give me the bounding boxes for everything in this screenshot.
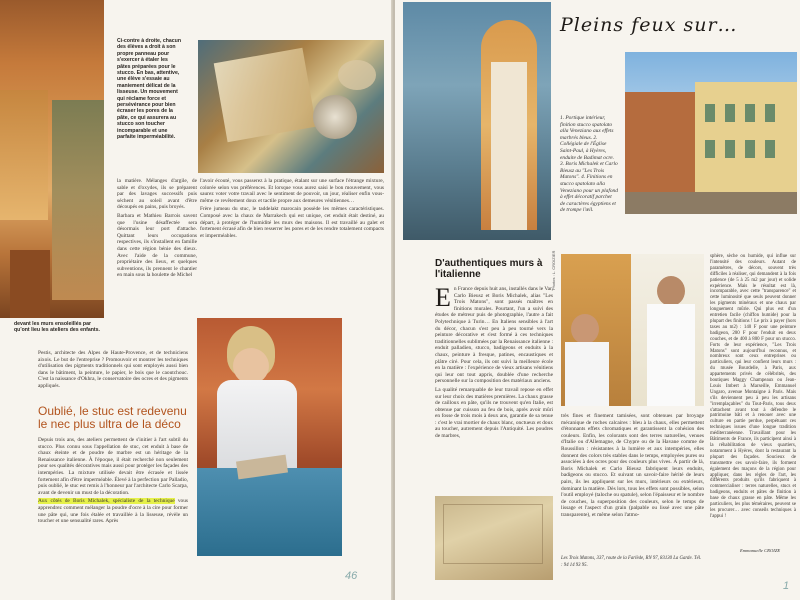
section-body-para2 <box>38 498 188 524</box>
left-col1-para1: la matière. Mélanges d'argile, de sable et d'oxydes, ils se préparent par des lavages successifs puis séchent au soleil avant d'être découpés en pains, puis broyés. <box>117 178 197 211</box>
author-signature: Emmanuelle CROIZE <box>740 548 781 553</box>
photo-credit: Photos : L. CROIZIER <box>551 250 556 290</box>
article-heading: D'authentiques murs à l'italienne <box>435 258 543 280</box>
left-col1-text <box>117 178 197 281</box>
marbled-portico-photo <box>403 2 551 240</box>
left-col2-text <box>200 178 384 241</box>
right-page-number: 1 <box>783 580 790 592</box>
left-col2-para1: l'avoir écouté, vous passerez à la pratique, étalant sur une surface l'étrange mixture, colorée selon vos préférences. Et lorsque vous aurez saisi le bon mouvement, vous saurez voter votre travail avec le sentiment de pouvoir, un jour, réaliser enfin vous-même ce revêtement doux et tactile propre aux demeures vénitiennes… <box>200 178 384 204</box>
artisans-photo <box>561 254 704 406</box>
article-col1-para1-text: n France depuis huit ans, installés dans le Var, Carlo Bieusz et Boris Michalek, alias "Les Trois Matons", sont passés maîtres en finitions murales. Pourtant, l'un a suivi des études de métreur puis de photographie, l'autre a fait Polytechnique à Turin… En Italiens sensibles à l'art du décor, chacun s'est peu à peu tourné vers la peinture décorative et s'est formé à ces techniques traditionnelles sublimées par la Renaissance italienne : enduit palladien, stucco, badigeons et enduits à la chaux, peinture à fresque, patines, encaustiques et plâtre ciré. Pour cela, ils ont suivi la meilleure école en la matière : l'expérience de vieux artisans vénitiens qui leur ont tout appris, doublée d'une recherche personnelle sur la composition des matériaux anciens. <box>435 286 553 385</box>
left-page <box>0 0 393 600</box>
ochre-wall-photo <box>0 0 104 318</box>
photo-caption-top: Ci-contre à droite, chacun des élèves a droit à son propre panneau pour s'exercer à étaler les pâtes préparées pour le stucco. En bas, attentive, une élève s'essaie au maniement délicat de la lisseuse. Un mouvement qui réclame force et persévérance pour bien écraser les pores de la pâte, ce qui assurera au stucco son toucher incomparable et une parfaite imperméabilité. <box>117 38 181 141</box>
article-col2: très fines et finement tamisées, sont obtenues par broyage mécanique de roches calcaires : bleu à la chaux, elles permettent d'étonnants effets chromatiques et garantissent la cohésion des couleurs. Enfin, les colorants sont des terres naturelles, venues d'Italie ou d'Allemagne, de Chypre ou de la Havane comme de Roussillon : résistantes à la lumière et aux intempéries, elles donnent des colors très stables dans le temps, employées pures ou associées à des ocres pour des couleurs plus vives. À partir de là, Boris Michalek et Carlo Bieusz fabriquent leurs enduits, badigeons ou stucco. Et suivant un savoir-faire hérité de leurs pairs, ils les appliquent sur les murs, intérieurs ou extérieurs, dominant la matière. Dès lors, tous les effets sont possibles, selon l'outil employé (taloche ou spatule), selon l'épaisseur et le nombre de couches, la superposition des couleurs, selon le temps de lissage et l'aspect d'un grain (palpable ou lissé avec une pâte transparente), et même selon l'atmo- <box>561 413 704 518</box>
drop-cap: E <box>435 283 451 312</box>
photo-caption-bottom: devant les murs ensoleillés par qu'ont lieu les ateliers des enfants. <box>14 321 100 334</box>
right-page <box>395 0 800 600</box>
stucco-ceiling-photo <box>435 496 553 580</box>
left-col1-para2: Barbara et Mathieu Barrois savent que l'usine désaffectée sera désormais leur port d'attache. Quittant leurs occupations respectives, ils s'installent en famille dans cette région bénie des dieux. Avec l'aide de la commune, propriétaire des lieux, et quelques subventions, ils prennent le chantier en main sous la houlette de Michel <box>117 212 197 279</box>
article-col3: sphère, sèche ou humide, qui influe sur l'intensité des couleurs. Autant de paramètres, de décors, souvent très difficiles à réaliser, qui demandent à la fois patience (de 5 à 25 m2 par jour) et solide expérience. Mais le résultat est là, incomparable, avec cette "transparence" et cette luminosité que seuls peuvent donner les pigments minéraux et une chaux par longuement mûrie. Qui plus est d'un entretien facile (chiffon humide) pour la plupart des finitions ! Le prix à payer (hors taxes au m2) : 140 F pour une peinture badigeon, 200 F pour l'enduit en deux couches, et de 400 à 800 F pour un stucco. Forts de leur expérience, "Les Trois Matons" sont aujourd'hui reconnus, et nombreux sont ceux entreprises ou particuliers, qui leur confient leurs murs : du musée Bourdelle, à Paris, aux appartements privés de célébrités, des boutiques Maggy Champeaux ou Jean-Louis Imbert à Marseille, Emmanuel Ungaro, avenue Montaigne à Paris. Mais s'ils deviennent peu à peu les artisans "irremplaçables" du Tout-Paris, tous deux s'attachent avant tout à défendre le patrimoine bâti et à renouer avec une culture en partie perdue, perpétuant ces techniques issues d'une longue tradition méditerranéenne. Travaillant pour les Bâtiments de France, ils participent ainsi à la réhabilitation de vieux quartiers, notamment à Hyères, dont la restaurant la plupart des façades. Soucieux de transmettre ces savoir-faire, ils forment également des maçons de la région pour appliquer, dans les règles de l'art, les différents produits qu'ils fabriquent à commercialiser : terres naturelles, stucs et badigeons, enduits et pâtes de finition à base de chaux grasse en pâte. Même les particuliers, les plus téméraires, peuvent se les procurer… avec conseils techniques à l'appui ! <box>710 254 796 519</box>
article-col1-para1 <box>435 283 553 385</box>
left-col2-para2: Frère jumeau du stuc, le taddelakt marocain possède les mêmes caractéristiques. Composé avec la chaux de Marrakech qui est unique, cet enduit était destiné, au départ, à protéger de l'humidité les murs des maisons. Il est travaillé au galet et fortement écrasé afin de bien resserrer les pores et de les rendre totalement compacts et imperméables. <box>200 206 384 239</box>
highlighted-text: Aux côtés de Boris Michalek, spécialiste de la technique <box>38 498 175 505</box>
photo-captions-list: 1. Portique intérieur, finition stucco spatolato alla Veneziano aux effets marbrés bleus. 2. Collégiale de l'Église Saint-Paul, à Hyères, enduite de Badimat ocre. 3. Boris Michalek et Carlo Bieusz au "Les Trois Matons". 4. Finitions en stucco spatolato alla Veneziano pour un plafond à effet décoratif parchet de caractères égyptiens et de trompe l'œil. <box>560 115 618 214</box>
section-body <box>38 437 188 527</box>
left-page-number: 46 <box>345 570 358 582</box>
section-body-para2-rest: vous apprendrez comment mélanger la poudre d'ocre à la cire pour former une pâte qui, une fois étalée et travaillée à la lisseuse, révèle un toucher et une sensualité rares. Après <box>38 498 188 525</box>
left-continuation-text: Pestis, architecte des Alpes de Haute-Provence, et de techniciens aixois. Le but de l'entreprise ? Promouvoir et montrer les techniques d'utilisation des pigments traditionnels qui sont employés aussi bien dans le bâtiment, la peinture, le papier, le bois que le caoutchouc. C'est la naissance d'Okhra, le conservatoire des ocres et des pigments appliqués. <box>38 350 188 389</box>
student-stucco-photo <box>197 318 342 556</box>
section-body-para1: Depuis trois ans, des ateliers permettent de s'initier à l'art subtil du stucco. Plus connu sous l'appellation de stuc, cet enduit à base de chaux éteinte et de poudre de marbre est un héritage de la Renaissance italienne. À l'époque, il était recherché non seulement pour ses qualités décoratives mais aussi pour protéger les façades des intempéries. La mixture utilisée devait être écrasée et lissée fortement afin d'être imperméable. Élevé à la perfection par Palladio, puis oublié, le stuc est remis à l'honneur par l'architecte Carlo Scarpa, avant de devenir un must de la décoration. <box>38 437 188 496</box>
section-heading: Oublié, le stuc est redevenu le nec plus ultra de la déco <box>38 404 187 431</box>
article-col1 <box>435 283 553 442</box>
address-line: Les Trois Matons, 337, route de la Farlède, RN 97, 83130 La Garde. Tél. : 94 14 93 95. <box>561 556 702 568</box>
building-facade-photo <box>625 52 797 214</box>
rubric-title: Pleins feux sur… <box>560 14 738 36</box>
pigment-palette-photo <box>198 40 384 173</box>
article-col1-para2: La qualité remarquable de leur travail repose en effet sur leur choix des matières premières. La chaux grasse de cailloux en pâte, qu'ils ne trouvent qu'en Italie, est obtenue par cuisson au feu de bois, après avoir mûri en fosse de trois mois à deux ans, garantie de sa tenue : c'est le vrai mortier de chaux blanc, onctueux et doux au toucher, autrement depuis l'Antiquité. Les poudres de marbres, <box>435 386 553 440</box>
